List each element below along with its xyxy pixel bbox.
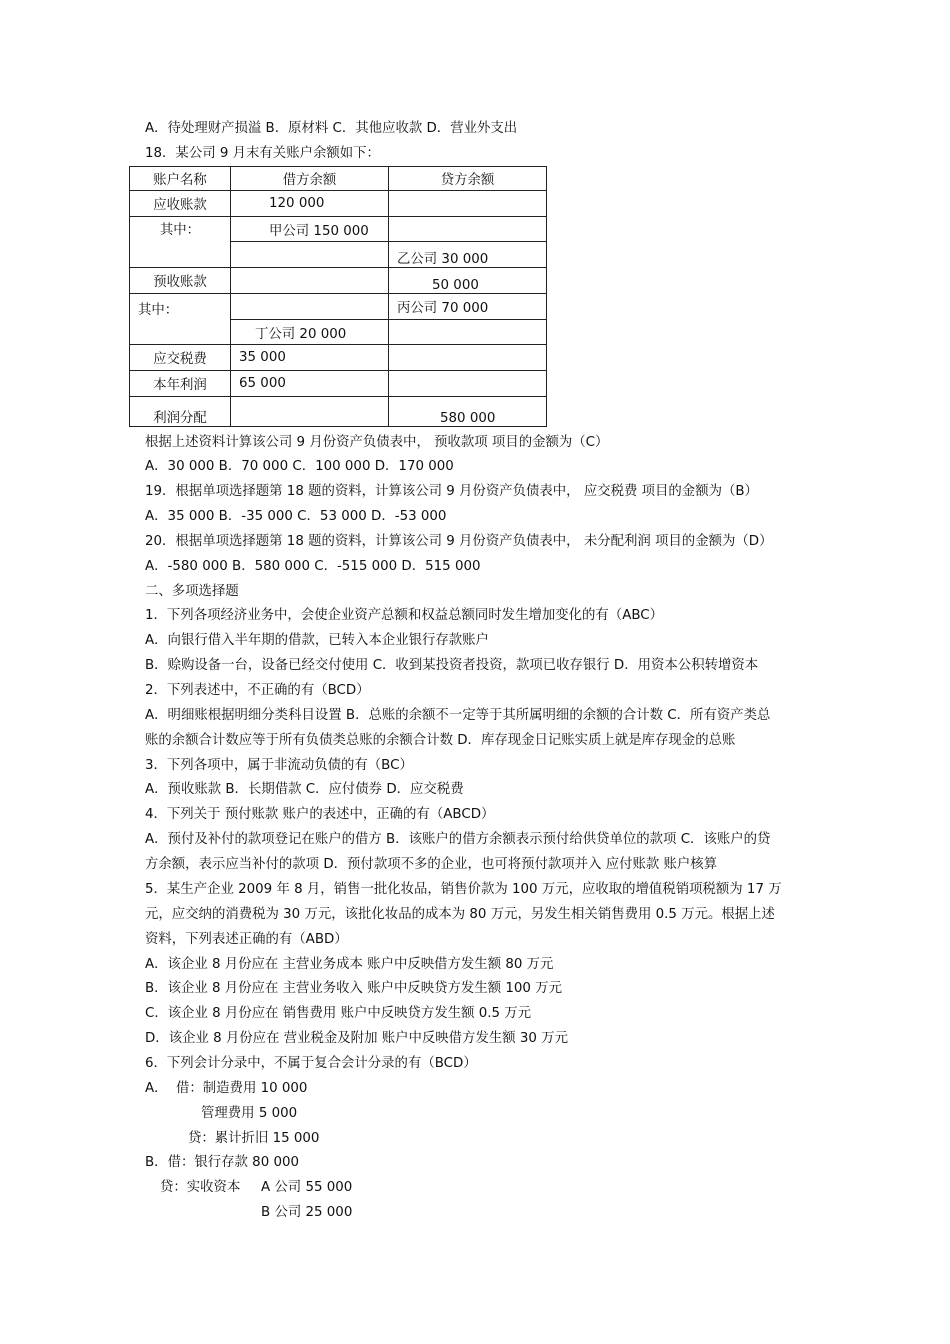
m6-stem: 6．下列会计分录中，不属于复合会计分录的有（BCD）: [145, 1056, 477, 1071]
entry-b-credit-b: B 公司 25 000: [261, 1205, 353, 1220]
debit-value: 甲公司 150 000: [231, 217, 389, 242]
debit-value: [231, 268, 389, 294]
section-heading: 二、多项选择题: [145, 584, 239, 599]
m5-stem-line2: 元，应交纳的消费税为 30 万元，该批化妆品的成本为 80 万元，另发生相关销售费用 0.5 万元。根据上述: [145, 907, 775, 922]
credit-value: 50 000: [389, 268, 547, 294]
q19-stem: 19．根据单项选择题第 18 题的资料，计算该公司 9 月份资产负债表中， 应交税费 项目的金额为（B）: [145, 484, 758, 499]
q18-stem: 18．某公司 9 月末有关账户余额如下：: [145, 146, 380, 161]
credit-value: [389, 345, 547, 371]
entry-b-credit: 贷：实收资本: [160, 1180, 241, 1195]
credit-value: [389, 217, 547, 242]
entry-a-debit: 借：制造费用 10 000: [176, 1081, 308, 1096]
m3-options: A．预收账款 B．长期借款 C．应付债券 D．应交税费: [145, 782, 464, 797]
m4-options-line1: A．预付及补付的款项登记在账户的借方 B．该账户的借方余额表示预付给供贷单位的款项 C．该账户的贷: [145, 832, 771, 847]
table-row: [130, 294, 547, 320]
table-row: [130, 345, 547, 371]
account-name: 利润分配: [130, 397, 231, 427]
account-name: 应收账款: [130, 191, 231, 217]
header-debit: 借方余额: [231, 167, 389, 191]
m5-stem-line1: 5．某生产企业 2009 年 8 月，销售一批化妆品，销售价款为 100 万元，应收取的增值税销项税额为 17 万: [145, 882, 782, 897]
m2-options-line2: 账的余额合计数应等于所有负债类总账的余额合计数 D．库存现金日记账实质上就是库存现金的总账: [145, 733, 736, 748]
account-name: 预收账款: [130, 268, 231, 294]
debit-value: 丁公司 20 000: [231, 320, 389, 345]
credit-value: 丙公司 70 000: [389, 294, 547, 320]
debit-value: [231, 294, 389, 320]
m3-stem: 3．下列各项中，属于非流动负债的有（BC）: [145, 758, 413, 773]
m5-stem-line3: 资料，下列表述正确的有（ABD）: [145, 932, 348, 947]
entry-b-debit: B．借：银行存款 80 000: [145, 1155, 300, 1170]
m1-options-bcd: B．赊购设备一台，设备已经交付使用 C．收到某投资者投资，款项已收存银行 D．用资本公积转增资本: [145, 658, 759, 673]
table-row: [130, 371, 547, 397]
m2-stem: 2．下列表述中，不正确的有（BCD）: [145, 683, 370, 698]
table-row: [130, 191, 547, 217]
credit-value: [389, 320, 547, 345]
account-name: 本年利润: [130, 371, 231, 397]
account-name: 其中：: [130, 294, 231, 345]
header-account: 账户名称: [130, 167, 231, 191]
q19-options: A．35 000 B．-35 000 C．53 000 D．-53 000: [145, 509, 447, 524]
debit-value: 35 000: [231, 345, 389, 371]
debit-value: [231, 397, 389, 427]
account-name: 应交税费: [130, 345, 231, 371]
m4-stem: 4．下列关于 预付账款 账户的表述中，正确的有（ABCD）: [145, 807, 495, 822]
debit-value: [231, 242, 389, 268]
credit-value: [389, 371, 547, 397]
q18-question: 根据上述资料计算该公司 9 月份资产负债表中， 预收款项 项目的金额为（C）: [145, 435, 609, 450]
q20-options: A．-580 000 B．580 000 C．-515 000 D．515 000: [145, 559, 481, 574]
debit-value: 65 000: [231, 371, 389, 397]
balance-table: [129, 166, 547, 427]
header-credit: 贷方余额: [389, 167, 547, 191]
m2-options-line1: A．明细账根据明细分类科目设置 B．总账的余额不一定等于其所属明细的余额的合计数 C．所有资产类总: [145, 708, 771, 723]
q18-options: A．30 000 B．70 000 C．100 000 D．170 000: [145, 459, 454, 474]
q17-options: A．待处理财产损溢 B．原材料 C．其他应收款 D．营业外支出: [145, 121, 518, 136]
entry-a-credit: 贷：累计折旧 15 000: [188, 1131, 320, 1146]
table-row: [130, 268, 547, 294]
m5-option-c: C．该企业 8 月份应在 销售费用 账户中反映贷方发生额 0.5 万元: [145, 1006, 532, 1021]
q20-stem: 20．根据单项选择题第 18 题的资料，计算该公司 9 月份资产负债表中， 未分配利润 项目的金额为（D）: [145, 534, 773, 549]
debit-value: 120 000: [231, 191, 389, 217]
m5-option-d: D．该企业 8 月份应在 营业税金及附加 账户中反映借方发生额 30 万元: [145, 1031, 568, 1046]
m5-option-b: B．该企业 8 月份应在 主营业务收入 账户中反映贷方发生额 100 万元: [145, 981, 562, 996]
entry-a-label: A．: [145, 1081, 168, 1096]
entry-b-credit-a: A 公司 55 000: [261, 1180, 353, 1195]
credit-value: 乙公司 30 000: [389, 242, 547, 268]
entry-a-debit2: 管理费用 5 000: [201, 1106, 298, 1121]
credit-value: 580 000: [389, 397, 547, 427]
account-name: 其中：: [130, 217, 231, 268]
credit-value: [389, 191, 547, 217]
m1-option-a: A．向银行借入半年期的借款，已转入本企业银行存款账户: [145, 633, 489, 648]
table-header-row: [130, 167, 547, 191]
table-row: [130, 397, 547, 427]
m1-stem: 1．下列各项经济业务中，会使企业资产总额和权益总额同时发生增加变化的有（ABC）: [145, 608, 664, 623]
m4-options-line2: 方余额，表示应当补付的款项 D．预付款项不多的企业，也可将预付款项并入 应付账款 账户核算: [145, 857, 718, 872]
table-row: [130, 217, 547, 242]
m5-option-a: A．该企业 8 月份应在 主营业务成本 账户中反映借方发生额 80 万元: [145, 957, 554, 972]
